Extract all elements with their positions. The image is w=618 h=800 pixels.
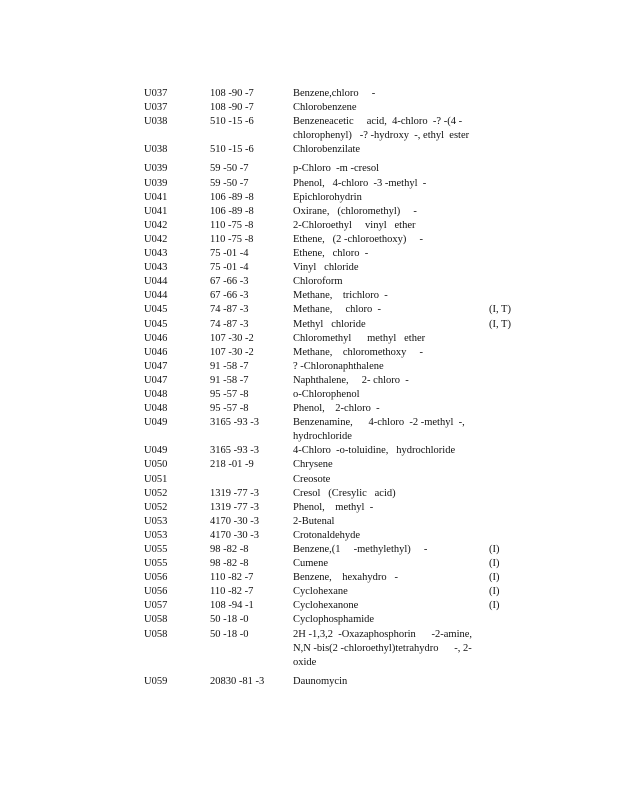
table-row xyxy=(0,360,618,374)
waste-code: U055 xyxy=(144,544,168,555)
hazard-code: (I, T) xyxy=(489,304,511,316)
substance-name: Chloromethyl methyl ether xyxy=(293,332,426,344)
cas-number: 110 -75 -8 xyxy=(210,219,254,231)
waste-code: U048 xyxy=(144,388,168,400)
table-row xyxy=(0,177,618,191)
cas-number: 108 -90 -7 xyxy=(210,102,254,114)
table-row xyxy=(0,529,618,543)
cas-number: 510 -15 -6 xyxy=(210,116,254,128)
table-row xyxy=(0,101,618,115)
hazard-code: (I) xyxy=(489,572,500,584)
substance-name: Cyclohexanone xyxy=(293,600,359,612)
substance-name: Benzene,chloro - xyxy=(293,88,376,99)
cas-number: 106 -89 -8 xyxy=(210,205,254,217)
waste-code: U048 xyxy=(144,403,168,415)
cas-number: 74 -87 -3 xyxy=(210,318,249,330)
substance-name: Methyl chloride xyxy=(293,318,366,330)
table-row xyxy=(0,261,618,275)
waste-code: U049 xyxy=(144,445,168,457)
cas-number: 110 -82 -7 xyxy=(210,586,254,598)
table-row xyxy=(0,515,618,529)
table-row xyxy=(0,599,618,613)
hazard-code: (I) xyxy=(489,544,500,555)
waste-code: U051 xyxy=(144,473,168,485)
table-row xyxy=(0,388,618,402)
cas-number: 59 -50 -7 xyxy=(210,177,249,189)
waste-code: U038 xyxy=(144,144,168,156)
waste-code: U042 xyxy=(144,233,168,245)
substance-name: 4-Chloro -o-toluidine, hydrochloride xyxy=(293,445,456,457)
substance-name: o-Chlorophenol xyxy=(293,388,360,400)
table-row xyxy=(0,205,618,219)
substance-name: Chlorobenzilate xyxy=(293,144,361,156)
substance-name: Ethene, chloro - xyxy=(293,248,369,260)
waste-code: U055 xyxy=(144,558,168,570)
table-row xyxy=(0,374,618,388)
substance-name: Chlorobenzene xyxy=(293,102,357,114)
table-row xyxy=(0,473,618,487)
waste-code: U047 xyxy=(144,374,168,386)
cas-number: 50 -18 -0 xyxy=(210,628,249,640)
cas-number: 108 -94 -1 xyxy=(210,600,254,612)
substance-name: Phenol, methyl - xyxy=(293,501,374,513)
cas-number: 95 -57 -8 xyxy=(210,403,249,415)
table-row xyxy=(0,191,618,205)
table-row xyxy=(0,543,618,557)
substance-name: Cyclohexane xyxy=(293,586,348,598)
table-row xyxy=(0,219,618,233)
table-row xyxy=(0,571,618,585)
substance-name: Epichlorohydrin xyxy=(293,191,362,203)
substance-name: Benzenamine, 4-chloro -2 -methyl -, hydrochloride xyxy=(293,417,465,443)
waste-code: U057 xyxy=(144,600,168,612)
table-row xyxy=(0,585,618,599)
table-row xyxy=(0,289,618,303)
table-row xyxy=(0,402,618,416)
table-row xyxy=(0,247,618,261)
cas-number: 106 -89 -8 xyxy=(210,191,254,203)
waste-code: U046 xyxy=(144,346,168,358)
cas-number: 75 -01 -4 xyxy=(210,262,249,274)
cas-number: 59 -50 -7 xyxy=(210,163,249,175)
table-row xyxy=(0,675,618,689)
cas-number: 91 -58 -7 xyxy=(210,360,249,372)
waste-code: U052 xyxy=(144,501,168,513)
hazard-code: (I, T) xyxy=(489,318,511,330)
table-row xyxy=(0,346,618,360)
waste-code: U049 xyxy=(144,417,168,429)
cas-number: 110 -75 -8 xyxy=(210,233,254,245)
substance-name: Cumene xyxy=(293,558,328,570)
waste-code: U050 xyxy=(144,459,168,471)
substance-name: Crotonaldehyde xyxy=(293,529,361,541)
cas-number: 1319 -77 -3 xyxy=(210,487,259,499)
table-row xyxy=(0,115,618,143)
substance-name: Naphthalene, 2- chloro - xyxy=(293,374,409,386)
waste-code: U042 xyxy=(144,219,168,231)
table-row xyxy=(0,332,618,346)
waste-code: U037 xyxy=(144,88,168,99)
waste-code: U043 xyxy=(144,248,168,260)
substance-name: Oxirane, (chloromethyl) - xyxy=(293,205,417,217)
substance-name: Ethene, (2 -chloroethoxy) - xyxy=(293,233,424,245)
substance-name: Benzene,(1 -methylethyl) - xyxy=(293,544,428,555)
hazard-code: (I) xyxy=(489,558,500,570)
table-row xyxy=(0,444,618,458)
substance-name: Chloroform xyxy=(293,276,343,288)
substance-name: 2-Butenal xyxy=(293,515,335,527)
table-row xyxy=(0,557,618,571)
waste-code: U044 xyxy=(144,276,168,288)
cas-number: 67 -66 -3 xyxy=(210,290,249,302)
cas-number: 74 -87 -3 xyxy=(210,304,249,316)
cas-number: 67 -66 -3 xyxy=(210,276,249,288)
waste-code: U044 xyxy=(144,290,168,302)
cas-number: 98 -82 -8 xyxy=(210,558,249,570)
table-row xyxy=(0,628,618,670)
substance-name: Methane, chloro - xyxy=(293,304,382,316)
substance-name: p-Chloro -m -cresol xyxy=(293,163,380,175)
substance-name: Methane, chloromethoxy - xyxy=(293,346,424,358)
cas-number: 95 -57 -8 xyxy=(210,388,249,400)
substance-name: Phenol, 4-chloro -3 -methyl - xyxy=(293,177,427,189)
cas-number: 3165 -93 -3 xyxy=(210,417,259,429)
waste-code: U058 xyxy=(144,628,168,640)
substance-name: Vinyl chloride xyxy=(293,262,359,274)
cas-number: 110 -82 -7 xyxy=(210,572,254,584)
cas-number: 1319 -77 -3 xyxy=(210,501,259,513)
cas-number: 108 -90 -7 xyxy=(210,88,254,99)
table-row xyxy=(0,87,618,101)
table-row xyxy=(0,458,618,472)
waste-code: U037 xyxy=(144,102,168,114)
waste-code: U038 xyxy=(144,116,168,128)
substance-name: Daunomycin xyxy=(293,675,348,687)
cas-number: 98 -82 -8 xyxy=(210,544,249,555)
substance-name: ? -Chloronaphthalene xyxy=(293,360,384,372)
substance-name: Benzene, hexahydro - xyxy=(293,572,398,584)
cas-number: 107 -30 -2 xyxy=(210,332,254,344)
table-row xyxy=(0,501,618,515)
waste-code: U053 xyxy=(144,515,168,527)
table-row xyxy=(0,303,618,317)
cas-number: 50 -18 -0 xyxy=(210,614,249,626)
table-row xyxy=(0,318,618,332)
cas-number: 3165 -93 -3 xyxy=(210,445,259,457)
cas-number: 4170 -30 -3 xyxy=(210,529,259,541)
waste-code: U056 xyxy=(144,572,168,584)
waste-code: U053 xyxy=(144,529,168,541)
substance-name: Methane, trichloro - xyxy=(293,290,388,302)
cas-number: 218 -01 -9 xyxy=(210,459,254,471)
table-row xyxy=(0,233,618,247)
table-row xyxy=(0,613,618,627)
waste-code: U047 xyxy=(144,360,168,372)
cas-number: 91 -58 -7 xyxy=(210,374,249,386)
hazard-code: (I) xyxy=(489,586,500,598)
substance-name: 2-Chloroethyl vinyl ether xyxy=(293,219,416,231)
substance-name: Chrysene xyxy=(293,459,333,471)
cas-number: 20830 -81 -3 xyxy=(210,675,265,687)
cas-number: 4170 -30 -3 xyxy=(210,515,259,527)
waste-code: U045 xyxy=(144,318,168,330)
hazardous-waste-table xyxy=(0,87,618,689)
waste-code: U039 xyxy=(144,163,168,175)
table-row xyxy=(0,162,618,176)
waste-code: U039 xyxy=(144,177,168,189)
cas-number: 75 -01 -4 xyxy=(210,248,249,260)
substance-name: Cyclophosphamide xyxy=(293,614,375,626)
waste-code: U043 xyxy=(144,262,168,274)
substance-name: Creosote xyxy=(293,473,331,485)
substance-name: 2H -1,3,2 -Oxazaphosphorin -2-amine, N,N -bis(2 -chloroethyl)tetrahydro -, 2- oxide xyxy=(293,628,473,668)
substance-name: Phenol, 2-chloro - xyxy=(293,403,380,415)
waste-code: U056 xyxy=(144,586,168,598)
table-row xyxy=(0,143,618,157)
cas-number: 107 -30 -2 xyxy=(210,346,254,358)
substance-name: Benzeneacetic acid, 4-chloro -? -(4 - chlorophenyl) -? -hydroxy -, ethyl ester xyxy=(293,116,470,142)
cas-number: 510 -15 -6 xyxy=(210,144,254,156)
waste-code: U052 xyxy=(144,487,168,499)
table-row xyxy=(0,275,618,289)
waste-code: U041 xyxy=(144,205,168,217)
waste-code: U058 xyxy=(144,614,168,626)
waste-code: U045 xyxy=(144,304,168,316)
table-row xyxy=(0,416,618,444)
waste-code: U046 xyxy=(144,332,168,344)
waste-code: U041 xyxy=(144,191,168,203)
table-row xyxy=(0,487,618,501)
hazard-code: (I) xyxy=(489,600,500,612)
waste-code: U059 xyxy=(144,675,168,687)
substance-name: Cresol (Cresylic acid) xyxy=(293,487,396,499)
